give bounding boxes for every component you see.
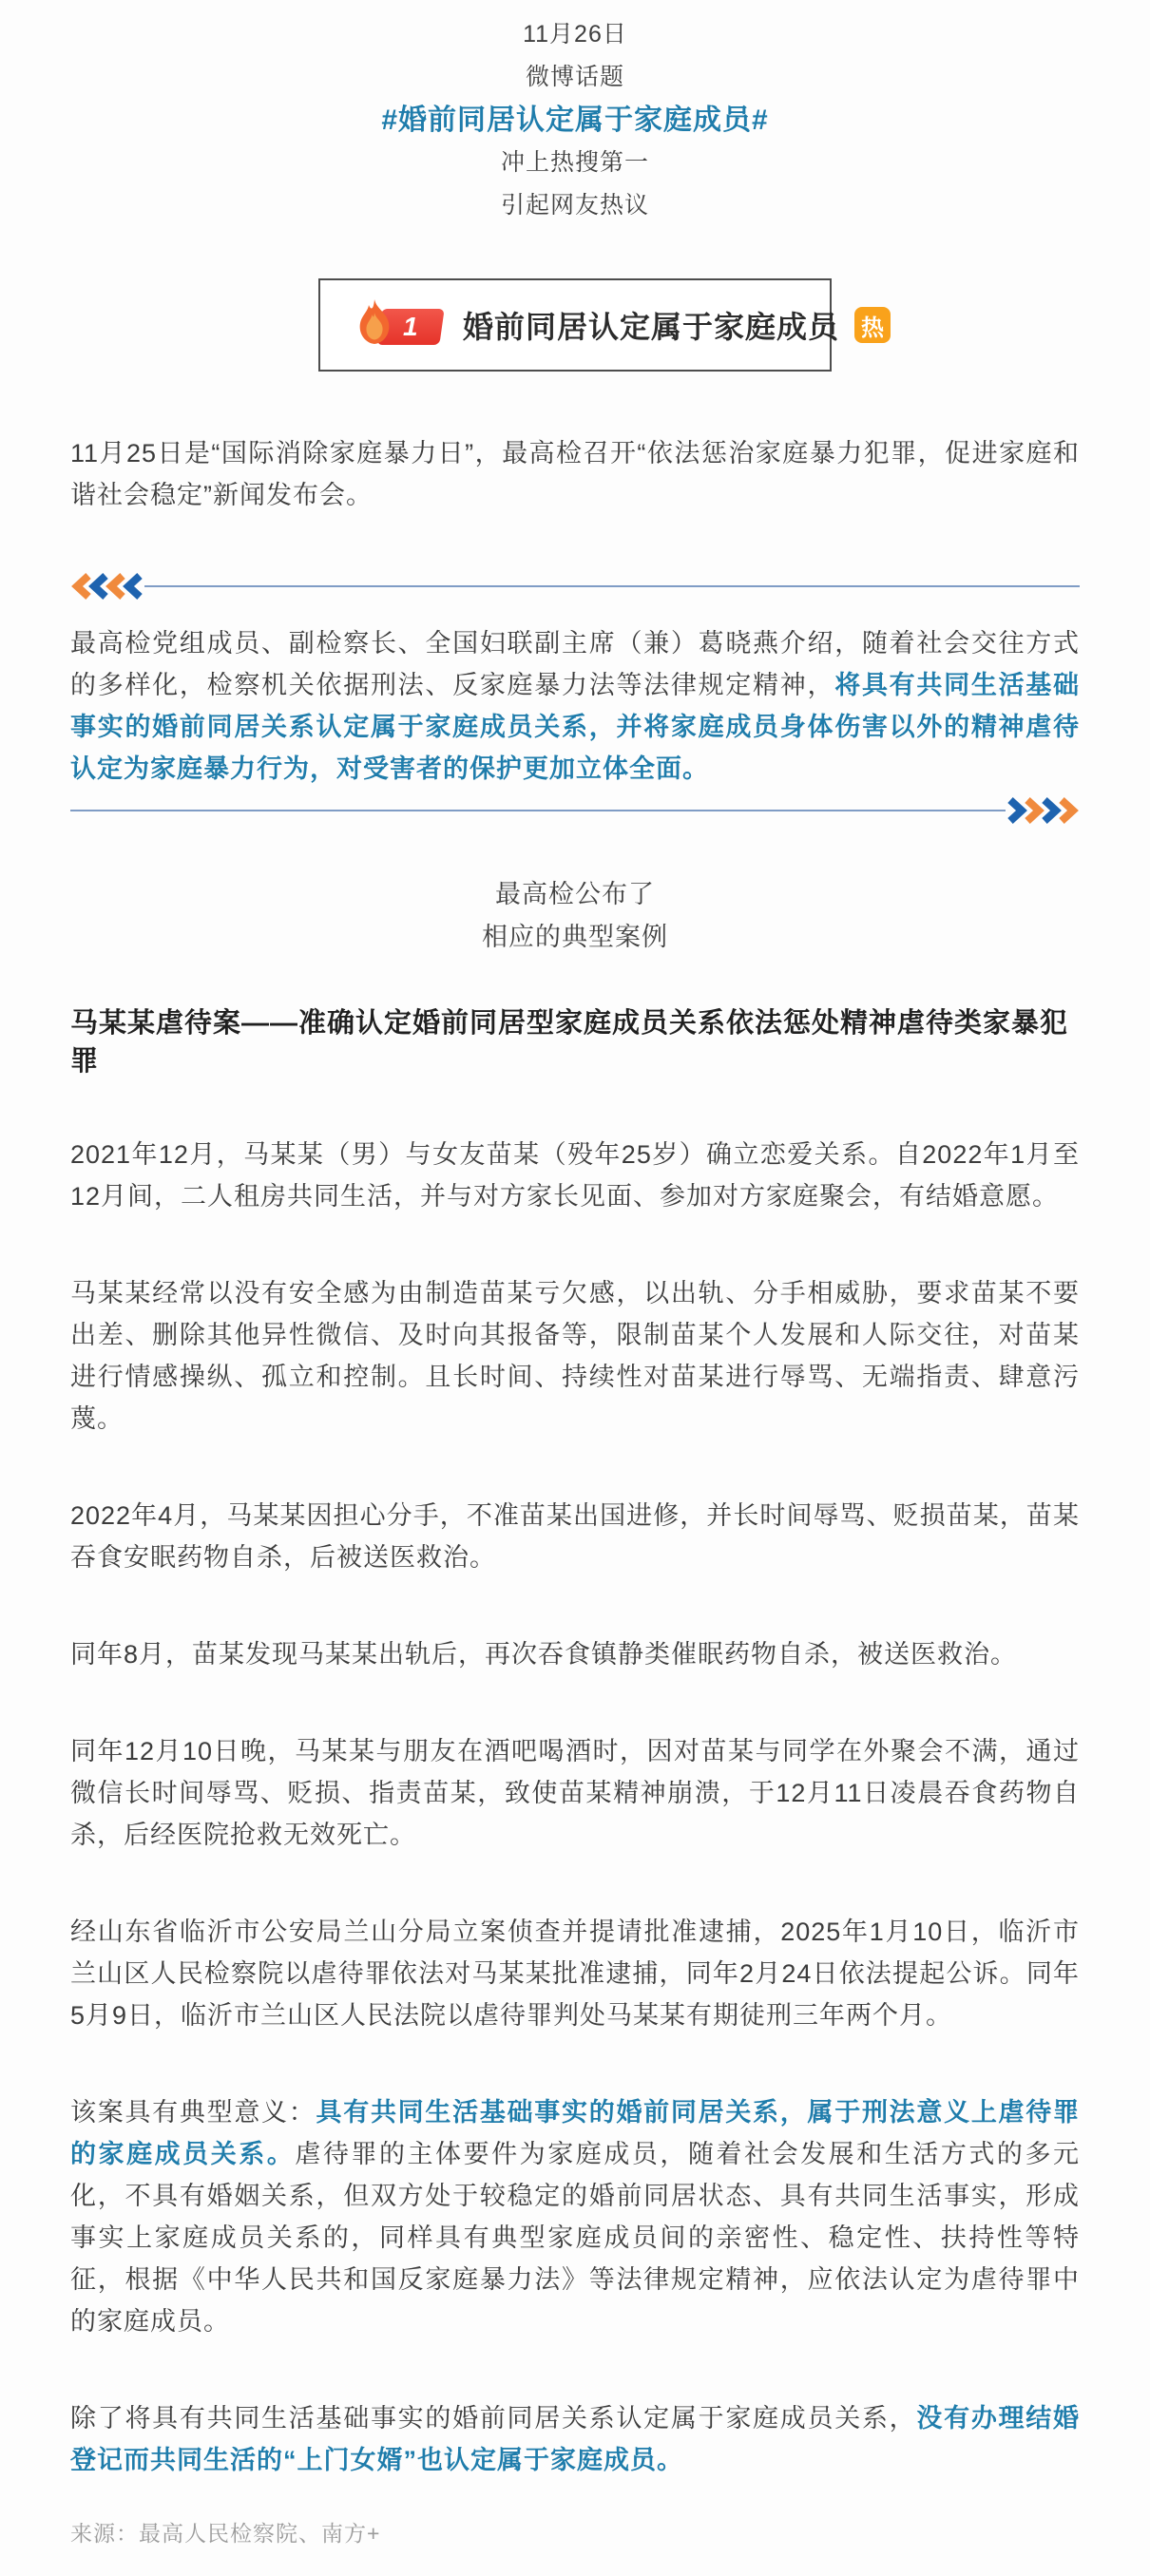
announce-line-1: 最高检公布了 <box>495 880 655 908</box>
article-body <box>70 1134 1080 2481</box>
intro-hot-line-1: 冲上热搜第一 <box>500 149 649 176</box>
hot-search-title: 婚前同居认定属于家庭成员 <box>463 310 840 344</box>
rank-group <box>351 297 451 353</box>
case-heading: 马某某虐待案——准确认定婚前同居型家庭成员关系依法惩处精神虐待类家暴犯罪 <box>70 1008 1069 1077</box>
flame-icon <box>351 297 398 357</box>
divider-line <box>70 810 1006 811</box>
body-paragraph: 马某某经常以没有安全感为由制造苗某亏欠感，以出轨、分手相威胁，要求苗某不要出差、删除其他异性微信、及时向其报备等，限制苗某个人发展和人际交往，对苗某进行情感操纵、孤立和控制。且长时间、持续性对苗某进行辱骂、无端指责、肆意污蔑。 <box>70 1279 1080 1433</box>
body-paragraph: 2021年12月，马某某（男）与女友苗某（殁年25岁）确立恋爱关系。自2022年1月至12月间，二人租房共同生活，并与对方家长见面、参加对方家庭聚会，有结婚意愿。 <box>70 1140 1080 1211</box>
weibo-hashtag-link[interactable]: #婚前同居认定属于家庭成员# <box>381 105 769 136</box>
divider-right <box>70 797 1080 824</box>
hot-search-card[interactable] <box>318 278 885 372</box>
intro-hot-line-2: 引起网友热议 <box>500 192 649 219</box>
intro-date: 11月26日 <box>523 21 627 48</box>
divider-line <box>144 585 1080 587</box>
body-paragraph: 经山东省临沂市公安局兰山分局立案侦查并提请批准逮捕，2025年1月10日，临沂市兰山区人民检察院以虐待罪依法对马某某批准逮捕，同年2月24日依法提起公诉。同年5月9日，临沂市兰山区人民法院以虐待罪判处马某某有期徒刑三年两个月。 <box>70 1918 1080 2030</box>
body-paragraph: 除了将具有共同生活基础事实的婚前同居关系认定属于家庭成员关系，没有办理结婚登记而共同生活的“上门女婿”也认定属于家庭成员。 <box>70 2404 1081 2474</box>
body-paragraph: 2022年4月，马某某因担心分手，不准苗某出国进修，并长时间辱骂、贬损苗某，苗某吞食安眠药物自杀，后被送医救治。 <box>70 1501 1080 1572</box>
intro-block <box>70 13 1080 227</box>
source-credit: 来源：最高人民检察院、南方+ <box>70 2521 381 2546</box>
body-paragraph: 同年12月10日晚，马某某与朋友在酒吧喝酒时，因对苗某与同学在外聚会不满，通过微信长时间辱骂、贬损、指责苗某，致使苗某精神崩溃，于12月11日凌晨吞食药物自杀，后经医院抢救无效死亡。 <box>70 1737 1080 1849</box>
divider-left <box>70 573 1080 600</box>
hot-badge-icon: 热 <box>854 307 891 343</box>
lead-paragraph: 11月25日是“国际消除家庭暴力日”，最高检召开“依法惩治家庭暴力犯罪，促进家庭和谐社会稳定”新闻发布会。 <box>70 439 1080 509</box>
body-paragraph: 同年8月，苗某发现马某某出轨后，再次吞食镇静类催眠药物自杀，被送医救治。 <box>70 1640 1018 1669</box>
chevron-right-icon <box>1057 797 1080 824</box>
rank-number: 1 <box>403 312 418 341</box>
announce-block <box>70 873 1080 959</box>
chevron-left-icon <box>122 573 144 600</box>
body-paragraph: 该案具有典型意义：具有共同生活基础事实的婚前同居关系，属于刑法意义上虐待罪的家庭成员关系。虐待罪的主体要件为家庭成员，随着社会发展和生活方式的多元化，不具有婚姻关系，但双方处于较稳定的婚前同居状态、具有共同生活事实，形成事实上家庭成员关系的，同样具有典型家庭成员间的亲密性、稳定性、扶持性等特征，根据《中华人民共和国反家庭暴力法》等法律规定精神，应依法认定为虐待罪中的家庭成员。 <box>70 2098 1080 2336</box>
announce-line-2: 相应的典型案例 <box>482 923 668 951</box>
highlight-paragraph: 最高检党组成员、副检察长、全国妇联副主席（兼）葛晓燕介绍，随着社会交往方式的多样化，检察机关依据刑法、反家庭暴力法等法律规定精神，将具有共同生活基础事实的婚前同居关系认定属于家庭成员关系，并将家庭成员身体伤害以外的精神虐待认定为家庭暴力行为，对受害者的保护更加立体全面。 <box>70 629 1081 783</box>
intro-topic: 微博话题 <box>525 64 624 90</box>
